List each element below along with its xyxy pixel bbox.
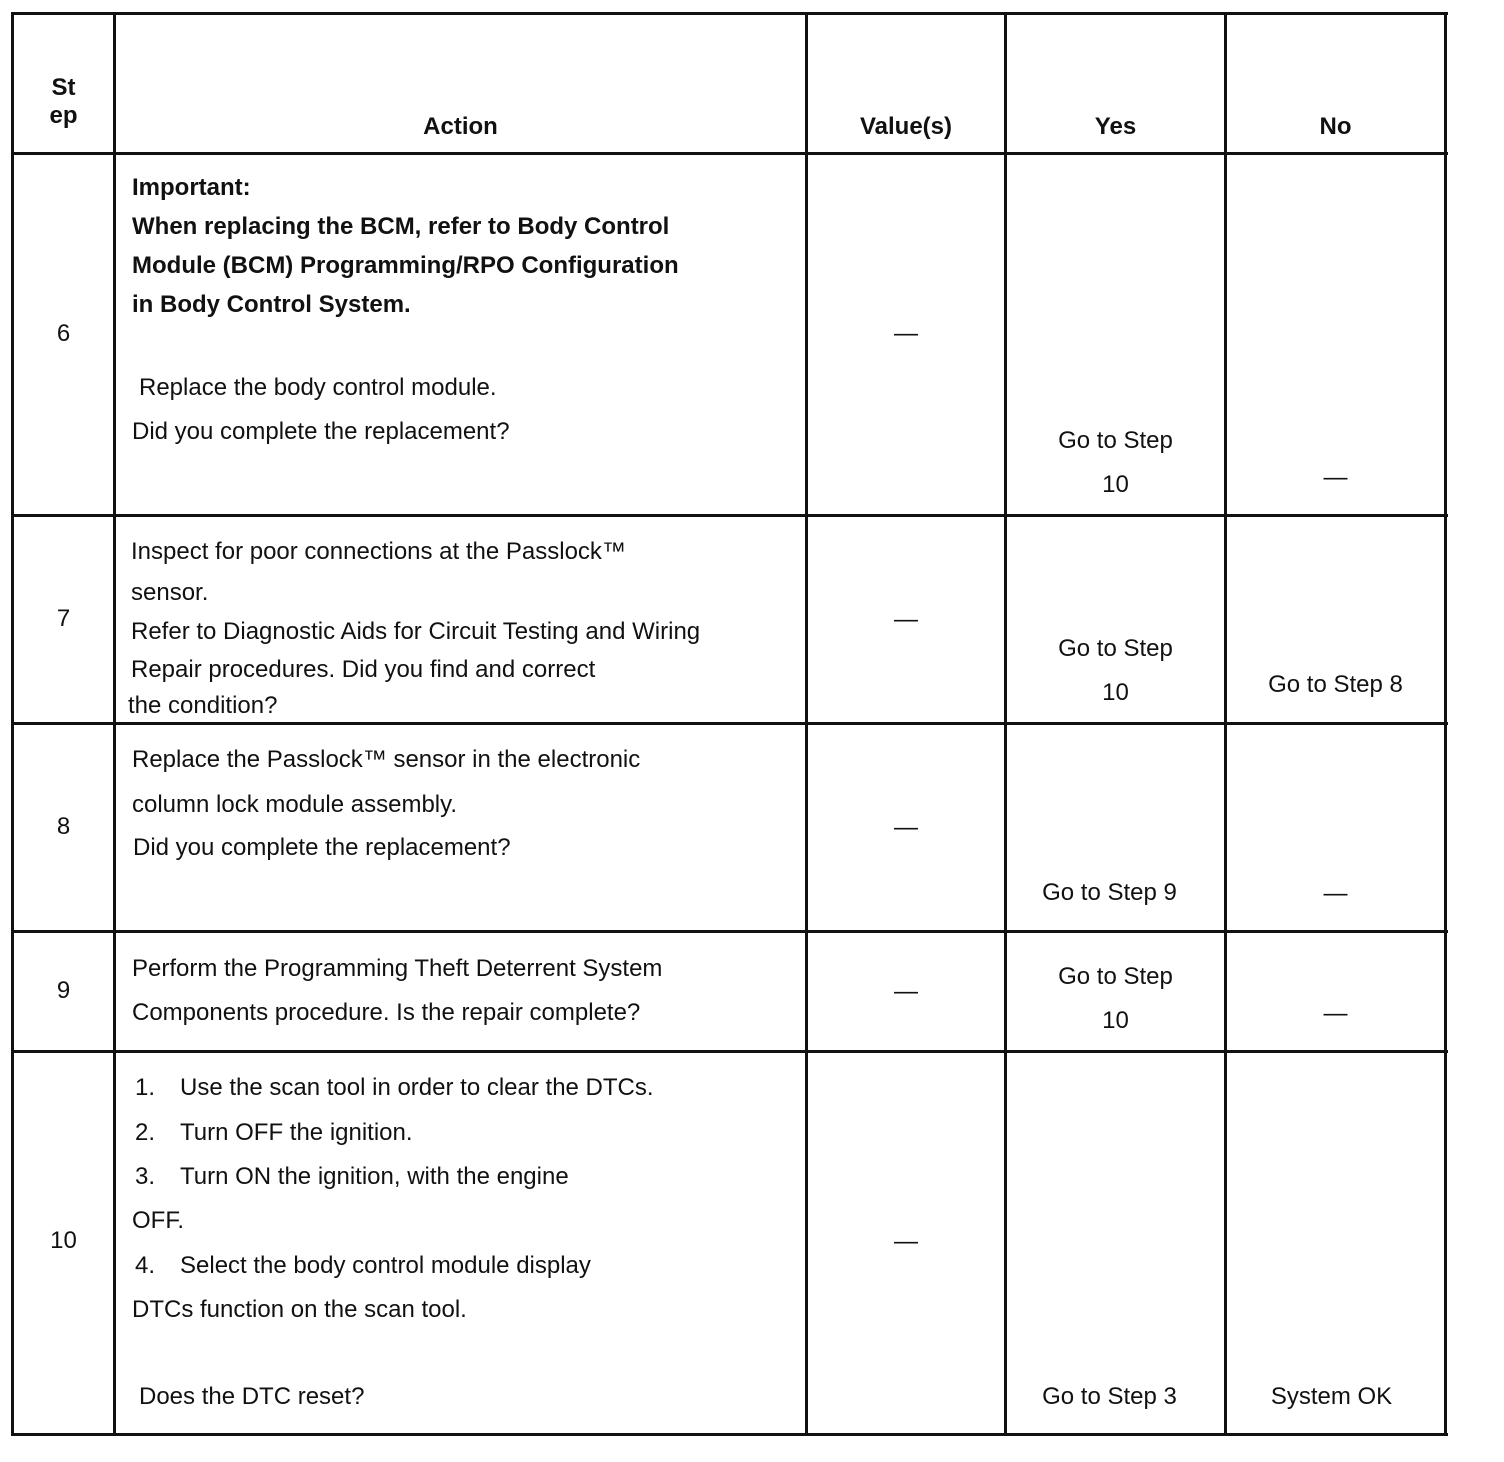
- header-action: Action: [423, 113, 498, 140]
- grid-line: [11, 1050, 1448, 1053]
- value-cell: —: [894, 606, 918, 633]
- diagnostic-table: [11, 12, 1448, 1436]
- value-cell: —: [894, 814, 918, 841]
- yes-cell: Go to Step 10: [1058, 427, 1173, 498]
- no-cell: —: [1323, 880, 1348, 907]
- list-item: DTCs function on the scan tool.: [132, 1296, 467, 1323]
- yes-cell: Go to Step 9: [1042, 879, 1177, 906]
- no-cell: Go to Step 8: [1268, 671, 1403, 698]
- header-values: Value(s): [859, 113, 953, 140]
- step-number: 7: [56, 605, 71, 632]
- list-item: OFF.: [132, 1207, 184, 1234]
- list-number: 4.: [135, 1252, 156, 1279]
- action-text: the condition?: [128, 692, 278, 719]
- no-cell: —: [1323, 464, 1348, 491]
- header-step: St ep: [49, 74, 78, 129]
- action-text: sensor.: [131, 579, 209, 606]
- step-number: 8: [56, 813, 71, 840]
- list-number: 1.: [135, 1074, 156, 1101]
- action-text: Perform the Programming Theft Deterrent System: [132, 955, 663, 982]
- yes-cell: Go to Step 10: [1058, 963, 1173, 1034]
- action-text: Replace the Passlock™ sensor in the electronic: [132, 746, 641, 773]
- action-text: Did you complete the replacement?: [133, 834, 511, 861]
- step-number: 9: [56, 977, 71, 1004]
- yes-cell: Go to Step 10: [1058, 635, 1173, 706]
- grid-line: [11, 930, 1448, 933]
- action-text: Replace the body control module.: [139, 374, 497, 401]
- header-no: No: [1319, 113, 1352, 140]
- action-text: column lock module assembly.: [132, 791, 458, 818]
- important-note: When replacing the BCM, refer to Body Control: [132, 213, 670, 240]
- step-number: 6: [56, 320, 71, 347]
- list-item: Turn ON the ignition, with the engine: [180, 1163, 569, 1190]
- list-number: 2.: [135, 1119, 156, 1146]
- action-text: Did you complete the replacement?: [132, 418, 510, 445]
- list-number: 3.: [135, 1163, 156, 1190]
- action-text: Inspect for poor connections at the Passlock™: [131, 538, 626, 565]
- action-question: Does the DTC reset?: [139, 1383, 365, 1410]
- grid-line: [11, 722, 1448, 725]
- action-text: Repair procedures. Did you find and correct: [131, 656, 596, 683]
- no-cell: —: [1323, 1000, 1348, 1027]
- yes-cell: Go to Step 3: [1042, 1383, 1177, 1410]
- action-text: Components procedure. Is the repair complete?: [132, 999, 641, 1026]
- list-item: Use the scan tool in order to clear the DTCs.: [180, 1074, 654, 1101]
- important-label: Important:: [132, 174, 251, 201]
- value-cell: —: [894, 978, 918, 1005]
- list-item: Select the body control module display: [180, 1252, 591, 1279]
- value-cell: —: [894, 320, 918, 347]
- header-yes: Yes: [1094, 113, 1137, 140]
- list-item: Turn OFF the ignition.: [180, 1119, 413, 1146]
- grid-line: [11, 514, 1448, 517]
- important-note: in Body Control System.: [132, 291, 411, 318]
- important-note: Module (BCM) Programming/RPO Configuration: [132, 252, 679, 279]
- grid-line: [11, 1433, 1448, 1436]
- grid-line: [11, 12, 1448, 15]
- action-text: Refer to Diagnostic Aids for Circuit Testing and Wiring: [131, 618, 701, 645]
- grid-line: [11, 152, 1448, 155]
- no-cell: System OK: [1270, 1383, 1393, 1410]
- step-number: 10: [50, 1227, 77, 1254]
- value-cell: —: [894, 1228, 918, 1255]
